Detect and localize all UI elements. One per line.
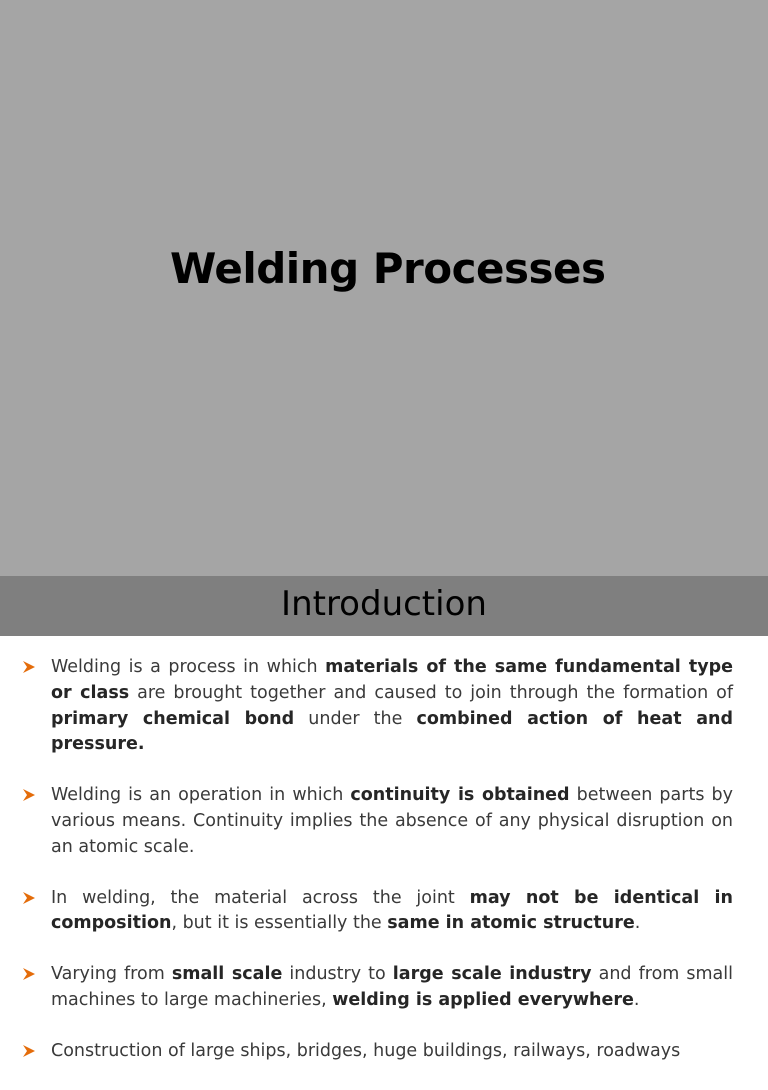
bullet-list [0, 655, 768, 1090]
bullet-text: . [634, 913, 641, 934]
introduction-header-bar [0, 576, 768, 636]
arrow-bullet-icon [22, 788, 36, 802]
title-slide-heading: Welding Processes [170, 244, 606, 293]
bullet-emphasis: large scale industry [392, 964, 592, 985]
bullet-text: Welding is an operation in which [51, 785, 351, 806]
bullet-text: , but it is essentially the [171, 913, 388, 934]
bullet-item [51, 655, 733, 758]
bullet-text: In welding, the material across the joint [51, 887, 470, 908]
bullet-emphasis: materials of the same fundamental type or class [51, 657, 733, 703]
bullet-text: between parts by various means. Continuity implies the absence of any physical disruption on an atomic scale. [51, 785, 733, 857]
introduction-slide [0, 576, 768, 1061]
bullet-text: and from small machines to large machineries, [51, 964, 733, 1010]
bullet-item [51, 1039, 733, 1065]
bullet-item [51, 962, 733, 1014]
bullet-text: Varying from [51, 964, 172, 985]
bullet-emphasis: welding is applied everywhere [332, 989, 634, 1010]
bullet-emphasis: combined action of heat and pressure. [51, 708, 733, 755]
bullet-item [51, 886, 733, 938]
bullet-emphasis: primary chemical bond [51, 708, 295, 729]
bullet-item [51, 783, 733, 860]
bullet-text: industry to [282, 964, 393, 985]
arrow-bullet-icon [22, 1044, 36, 1058]
arrow-bullet-icon [22, 967, 36, 981]
bullet-emphasis: continuity is obtained [350, 785, 570, 806]
bullet-emphasis: may not be identical in composition [51, 887, 734, 934]
bullet-emphasis: small scale [171, 964, 283, 985]
bullet-text: . [633, 989, 640, 1010]
bullet-emphasis: same in atomic structure [387, 913, 635, 934]
arrow-bullet-icon [22, 660, 36, 674]
introduction-heading: Introduction [281, 584, 487, 624]
bullet-text: are brought together and caused to join through the formation of [129, 682, 734, 703]
bullet-text: Welding is a process in which [51, 657, 326, 677]
bullet-text: Construction of large ships, bridges, huge buildings, railways, roadways [51, 1040, 681, 1061]
bullet-text: under the [294, 708, 417, 729]
arrow-bullet-icon [22, 891, 36, 905]
